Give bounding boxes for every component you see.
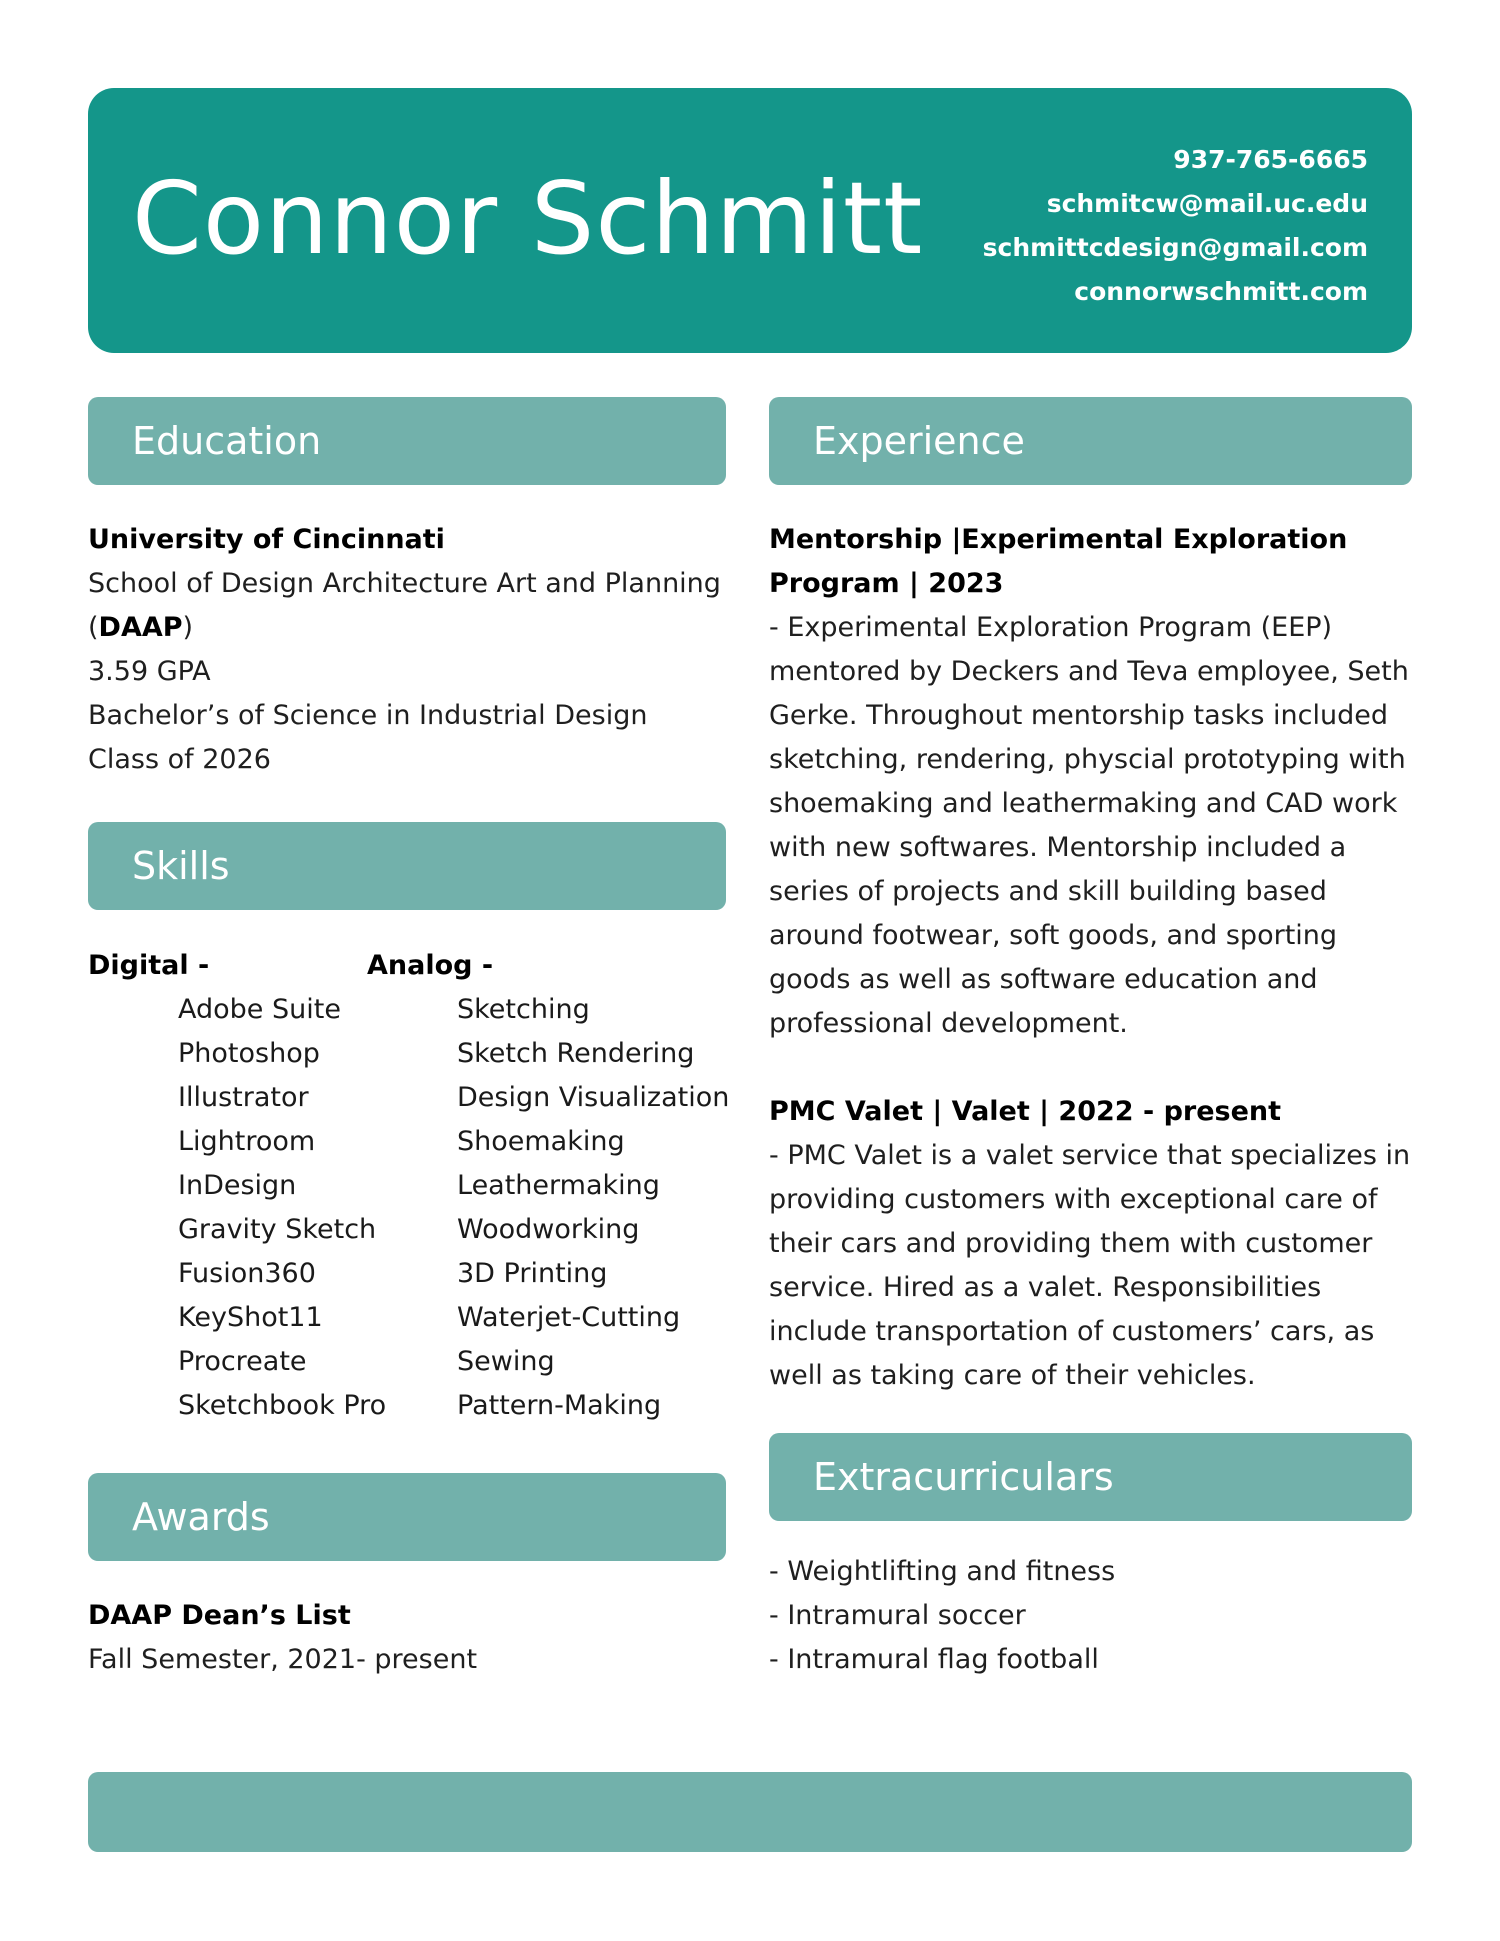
college-name: School of Design Architecture Art and Planning [88, 568, 721, 599]
job1-title: Mentorship |Experimental Exploration [769, 524, 1348, 555]
extracurricular-item: - Weightlifting and fitness [769, 1556, 1116, 1587]
award-name: DAAP Dean’s List [88, 1600, 351, 1631]
education-block [88, 518, 728, 782]
skill-item: InDesign [178, 1170, 297, 1201]
award-detail: Fall Semester, 2021- present [88, 1644, 478, 1675]
analog-skills [367, 944, 729, 1428]
extracurricular-item: - Intramural soccer [769, 1600, 1026, 1631]
graduation-class: Class of 2026 [88, 744, 271, 775]
skill-item: Shoemaking [457, 1126, 625, 1157]
skill-item: Adobe Suite [178, 994, 341, 1025]
experience-block [769, 518, 1412, 1398]
skill-item: Pattern-Making [457, 1390, 662, 1421]
footer-bar [88, 1772, 1412, 1852]
website: connorwschmitt.com [1074, 277, 1368, 306]
email-design: schmittcdesign@gmail.com [982, 233, 1368, 262]
email-school: schmitcw@mail.uc.edu [1046, 189, 1368, 218]
skill-item: Lightroom [178, 1126, 316, 1157]
degree: Bachelor’s of Science in Industrial Design [88, 700, 648, 731]
skills-heading: Skills [88, 822, 726, 910]
analog-label: Analog - [367, 950, 494, 981]
extracurriculars-heading: Extracurriculars [769, 1433, 1412, 1521]
gpa: 3.59 GPA [88, 656, 211, 687]
skill-item: Fusion360 [178, 1258, 316, 1289]
job2-title: PMC Valet | Valet | 2022 - present [769, 1096, 1282, 1127]
job1-title-cont: Program | 2023 [769, 568, 1004, 599]
skill-item: KeyShot11 [178, 1302, 323, 1333]
skill-item: Sketch Rendering [457, 1038, 695, 1069]
digital-label: Digital - [88, 950, 210, 981]
skill-item: Sketchbook Pro [178, 1390, 387, 1421]
skill-item: 3D Printing [457, 1258, 608, 1289]
job1-description: - Experimental Exploration Program (EEP) mentored by Deckers and Teva employee, Seth Gerke. Throughout mentorship tasks included sketching, rendering, physcial prototyping with shoemaking and leathermaking and CAD work with new softwares. Mentorship included a series of projects and skill building based around footwear, soft goods, and sporting goods as well as software education and professional development. [769, 612, 1409, 1039]
college-abbr: (DAAP) [88, 612, 194, 643]
skill-item: Waterjet-Cutting [457, 1302, 681, 1333]
awards-heading: Awards [88, 1473, 726, 1561]
skill-item: Sewing [457, 1346, 555, 1377]
skill-item: Procreate [178, 1346, 307, 1377]
skill-item: Photoshop [178, 1038, 320, 1069]
school-name: University of Cincinnati [88, 524, 445, 555]
experience-heading: Experience [769, 397, 1412, 485]
education-heading: Education [88, 397, 726, 485]
phone: 937-765-6665 [1173, 145, 1368, 174]
contact-info [983, 138, 1368, 314]
skill-item: Gravity Sketch [178, 1214, 377, 1245]
skill-item: Leathermaking [457, 1170, 660, 1201]
awards-block [88, 1594, 728, 1682]
extracurriculars-block [769, 1550, 1412, 1682]
skill-item: Woodworking [457, 1214, 640, 1245]
skill-item: Design Visualization [457, 1082, 730, 1113]
header-banner [88, 88, 1412, 353]
job2-description: - PMC Valet is a valet service that specializes in providing customers with exceptional care of their cars and providing them with customer service. Hired as a valet. Responsibilities include transportation of customers’ cars, as well as taking care of their vehicles. [769, 1140, 1411, 1391]
skill-item: Illustrator [178, 1082, 309, 1113]
candidate-name: Connor Schmitt [132, 160, 924, 277]
skill-item: Sketching [457, 994, 590, 1025]
digital-skills [88, 944, 386, 1428]
extracurricular-item: - Intramural flag football [769, 1644, 1099, 1675]
